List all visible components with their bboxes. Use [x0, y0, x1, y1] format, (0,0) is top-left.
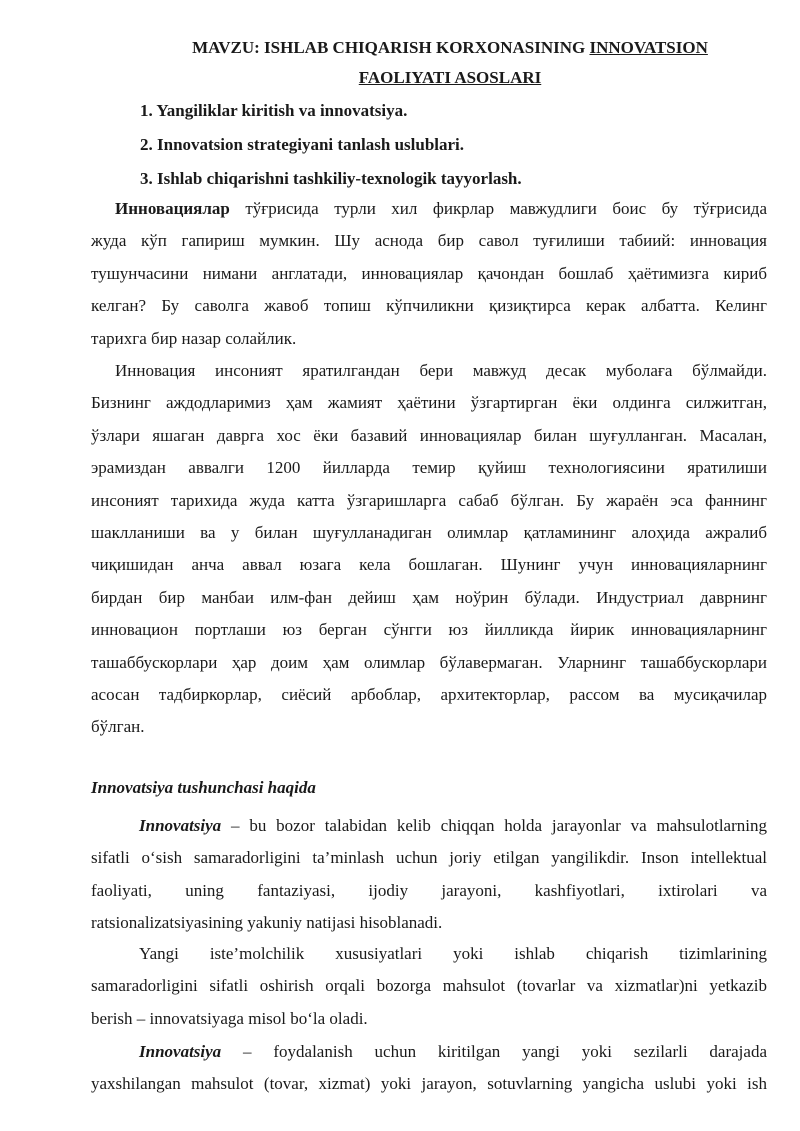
paragraph-line: жуда кўп гапириш мумкин. Шу аснода бир савол туғилиши табиий: инновация: [91, 231, 767, 251]
paragraph-line: [91, 1036, 767, 1068]
paragraph-line: чиқишидан анча аввал юзага кела бошлаган. Шунинг учун инновацияларнинг: [91, 555, 767, 575]
paragraph-line: faoliyati, uning fantaziyasi, ijodiy jarayoni, kashfiyotlari, ixtirolari va: [91, 880, 767, 900]
title-underlined-1: INNOVATSION: [589, 38, 708, 57]
paragraph-line: келган? Бу саволга жавоб топиш кўпчиликни қизиқтирса керак албатта. Келинг: [91, 296, 767, 316]
paragraph-line: Инновация инсоният яратилгандан бери мавжуд десак муболаға бўлмайди.: [115, 361, 767, 380]
paragraph-line: yaxshilangan mahsulot (tovar, xizmat) yoki jarayon, sotuvlarning yangicha uslubi yoki ish: [91, 1074, 767, 1094]
paragraph-line: berish – innovatsiyaga misol bo‘la oladi.: [91, 1008, 368, 1028]
section-heading: Innovatsiya tushunchasi haqida: [91, 778, 316, 797]
paragraph-line: ташаббускорлари ҳар доим ҳам олимлар бўлавермаган. Уларнинг ташаббускорлари: [91, 652, 767, 672]
paragraph-line: бирдан бир манбаи илм-фан дейиш ҳам ноўрин бўлади. Индустриал даврнинг: [91, 587, 767, 607]
paragraph-line: эрамиздан аввалги 1200 йилларда темир қуйиш технологиясини яратилиши: [91, 458, 767, 478]
paragraph-line: [91, 193, 767, 225]
paragraph-4: [91, 938, 767, 1035]
title-prefix: MAVZU: ISHLAB CHIQARISH KORXONASINING: [192, 38, 590, 57]
plan-item: 3. Ishlab chiqarishni tashkiliy-texnologik tayyorlash.: [140, 169, 522, 188]
lead-term: Innovatsiya: [139, 816, 222, 835]
lead-term: Innovatsiya: [139, 1042, 222, 1061]
paragraph-line: тушунчасини нимани англатади, инновациялар қачондан бошлаб ҳаётимизга кириб: [91, 263, 767, 283]
line-text: тўғрисида турли хил фикрлар мавжудлиги боис бу тўғрисида: [229, 199, 767, 218]
line-text: – bu bozor talabidan kelib chiqqan holda jarayonlar va mahsulotlarning: [221, 816, 767, 835]
plan-item: 2. Innovatsion strategiyani tanlash uslublari.: [140, 135, 465, 154]
lead-term: Инновациялар: [115, 199, 230, 218]
paragraph-line: тарихга бир назар солайлик.: [91, 328, 297, 348]
paragraph-line: sifatli o‘sish samaradorligini ta’minlash uchun joriy etilgan yangilikdir. Inson intellektual: [91, 848, 767, 868]
paragraph-line: ўзлари яшаган даврга хос ёки базавий инновациялар билан шуғулланган. Масалан,: [91, 425, 767, 445]
paragraph-1: [91, 193, 767, 355]
title-line-1: [150, 33, 750, 63]
paragraph-2: [91, 355, 767, 744]
paragraph-line: ratsionalizatsiyasining yakuniy natijasi hisoblanadi.: [91, 913, 443, 933]
plan-list: [140, 94, 522, 196]
paragraph-line: асосан тадбиркорлар, сиёсий арбоблар, архитекторлар, рассом ва мусиқачилар: [91, 684, 767, 704]
title-line-2: [150, 63, 750, 93]
paragraph-line: бўлган.: [91, 717, 145, 737]
plan-item: 1. Yangiliklar kiritish va innovatsiya.: [140, 101, 408, 120]
document-title: [150, 33, 750, 93]
paragraph-line: Yangi iste’molchilik xususiyatlari yoki ishlab chiqarish tizimlarining: [139, 944, 767, 963]
paragraph-line: шаклланиши ва у билан шуғулланадиган олимлар қатламининг алоҳида ажралиб: [91, 522, 767, 542]
paragraph-3: [91, 810, 767, 940]
paragraph-line: [91, 810, 767, 842]
line-text: – foydalanish uchun kiritilgan yangi yoki sezilarli darajada: [221, 1042, 767, 1061]
paragraph-line: инновацион портлаши юз берган сўнгги юз йилликда йирик инновацияларнинг: [91, 620, 767, 640]
paragraph-line: samaradorligini sifatli oshirish orqali bozorga mahsulot (tovarlar va xizmatlar)ni yetkazib: [91, 976, 767, 996]
paragraph-5: [91, 1036, 767, 1101]
paragraph-line: инсоният тарихида жуда катта ўзгаришларга сабаб бўлган. Бу жараён эса фаннинг: [91, 490, 767, 510]
paragraph-line: Бизнинг аждодларимиз ҳам жамият ҳаётини ўзгартирган ёки олдинга силжитган,: [91, 393, 767, 413]
title-underlined-2: FAOLIYATI ASOSLARI: [358, 68, 542, 87]
